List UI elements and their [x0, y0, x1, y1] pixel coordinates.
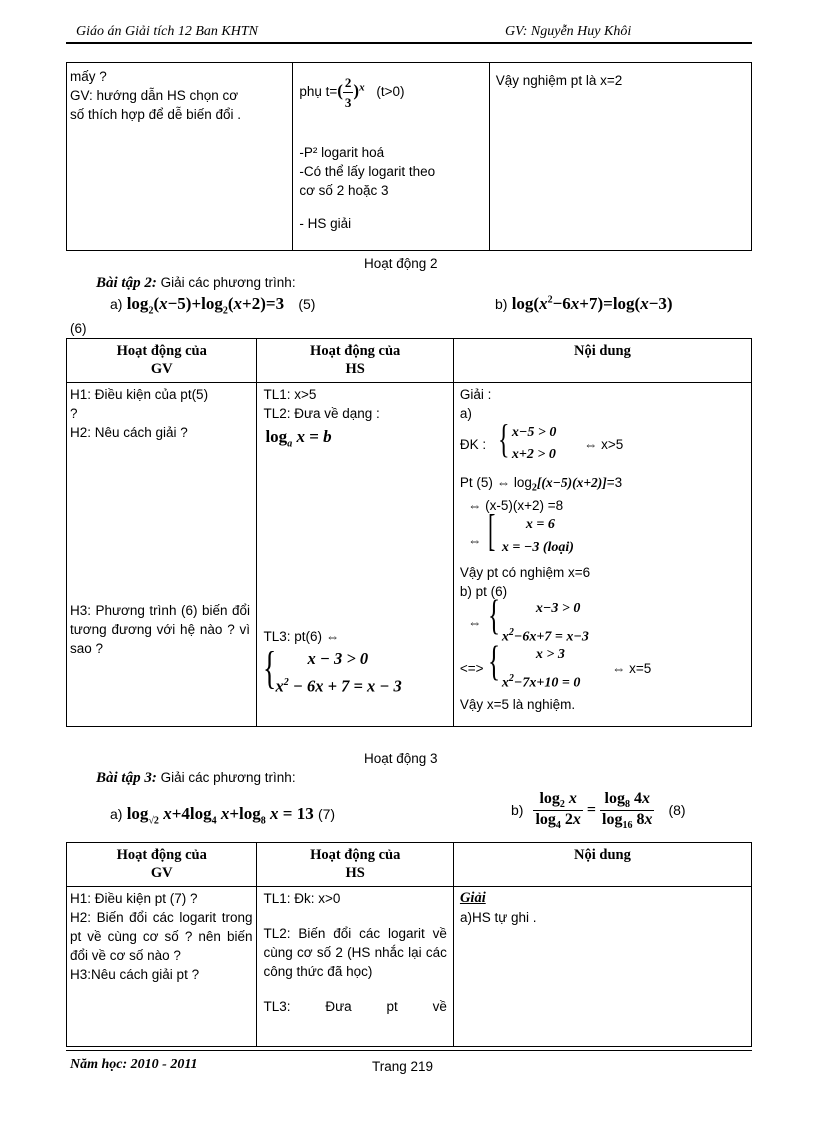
footer-rule: [66, 1050, 752, 1051]
table-activity2: [66, 338, 752, 727]
top-gv-line: GV: hướng dẫn HS chọn cơ: [70, 88, 239, 103]
t3-hs-cell: TL1: Đk: x>0 TL2: Biến đổi các logarit về cùng cơ số 2 (HS nhắc lại các công thức đã học) TL3: Đưa pt về: [263, 891, 447, 1014]
top-gv-line: số thích hợp để dễ biến đổi .: [70, 107, 241, 122]
t2-head-hs: Hoạt động của HS: [310, 343, 401, 377]
exercise3-eq-b: b) $\frac{\log_2 x}{\log_4 2x}$ = $\frac{\log_8 4x}{\log_{16} 8x}$ (8): [511, 790, 686, 832]
top-gv-cell: [67, 63, 292, 124]
exercise2-heading: Bài tập 2: Giải các phương trình:: [96, 275, 296, 291]
t3-head-nd: Nội dung: [574, 847, 631, 863]
t2-nd-b2: $x^2-6x+7 = x-3$: [501, 627, 589, 645]
activity2-title: Hoạt động 2: [364, 256, 438, 271]
top-hs-line: -Có thể lấy logarit theo: [299, 164, 436, 179]
t3-nd-cell: Giải a)HS tự ghi .: [459, 890, 537, 925]
t2-nd-cell: Giải : a) ĐK : { x−5 > 0 x+2 > 0 ⇔ x>5 Pt (5) ⇔ $\log_2[(x-5)(x+2)]=3$ ⇔ (x-5)(x+2) =8 ⇔ [ x = 6 x = −3 (loại) Vậy pt có nghiệm x=6 b) pt (6) ⇔ { x−3 > 0 $x^2-6x+7 = x-3$ <=> { x > 3 $x^2-7x+10 = 0$ ⇔ x=5 Vậy x=5 là nghiệm.: [459, 387, 652, 712]
footer-page: Trang 219: [372, 1059, 434, 1074]
t2-gv-cell: H1: Điều kiện của pt(5) ? H2: Nêu cách giải ? H3: Phương trình (6) biến đổi tương đương với hệ nào ? vì sao ?: [70, 387, 250, 656]
exercise2-eq-a: a) $\log_2(x-5)+\log_2(x+2)=3$ (5): [110, 294, 316, 317]
t2-head-gv: Hoạt động của GV: [116, 343, 207, 377]
top-hs-line: cơ số 2 hoặc 3: [299, 183, 389, 198]
t3-head-gv: Hoạt động của GV: [116, 847, 207, 881]
t2-hs-log-form: $\log_a x = b$: [265, 427, 332, 450]
t2-head-nd: Nội dung: [574, 343, 631, 359]
top-hs-line: - HS giải: [299, 216, 352, 231]
header-rule: [66, 42, 752, 44]
header-author: GV: Nguyễn Huy Khôi: [505, 24, 632, 39]
table-activity3: [66, 842, 752, 1047]
exercise3-eq-a: a) $\log_{√2} x+4\log_4$ $x+\log_8$ x = 13 (7): [110, 804, 336, 827]
top-gv-line: mấy ?: [70, 69, 107, 84]
exercise3-heading: Bài tập 3: Giải các phương trình:: [96, 770, 296, 786]
t3-head-hs: Hoạt động của HS: [310, 847, 401, 881]
top-nd-cell: Vậy nghiệm pt là x=2: [495, 73, 623, 88]
activity3-title: Hoạt động 3: [364, 751, 438, 766]
footer-year: Năm học: 2010 - 2011: [70, 1057, 198, 1072]
exercise2-eq-b-number: (6): [70, 321, 87, 336]
t2-hs-cell: TL1: x>5 TL2: Đưa về dạng : $\log_a x = b$ TL3: pt(6) ⇔ { x − 3 > 0 $x^2 - 6x + 7 = x - 3$: [263, 387, 402, 696]
top-hs-cell: [293, 63, 488, 233]
exercise2-eq-b: b) $\log(x^2-6x+7)=\log(x-3)$: [495, 294, 673, 313]
t2-nd-pt5: Pt (5) ⇔ $\log_2[(x-5)(x+2)]=3$: [459, 475, 623, 494]
t2-hs-brace: {: [263, 642, 277, 693]
top-hs-line: -P² logarit hoá: [299, 145, 385, 160]
header-title: Giáo án Giải tích 12 Ban KHTN: [76, 24, 259, 39]
t3-gv-cell: H1: Điều kiện pt (7) ? H2: Biến đổi các logarit trong pt về cùng cơ số ? nên biến đổi về cơ số nào ? H3:Nêu cách giải pt ?: [70, 891, 253, 982]
t2-hs-sys2: $x^2 - 6x + 7 = x - 3$: [275, 676, 402, 696]
top-hs-substitution: phụ t=( $\frac{2}{3}$ )$^x$ (t>0): [299, 75, 405, 110]
t2-nd-c2: $x^2-7x+10 = 0$: [501, 673, 581, 691]
table-top: [66, 62, 752, 251]
